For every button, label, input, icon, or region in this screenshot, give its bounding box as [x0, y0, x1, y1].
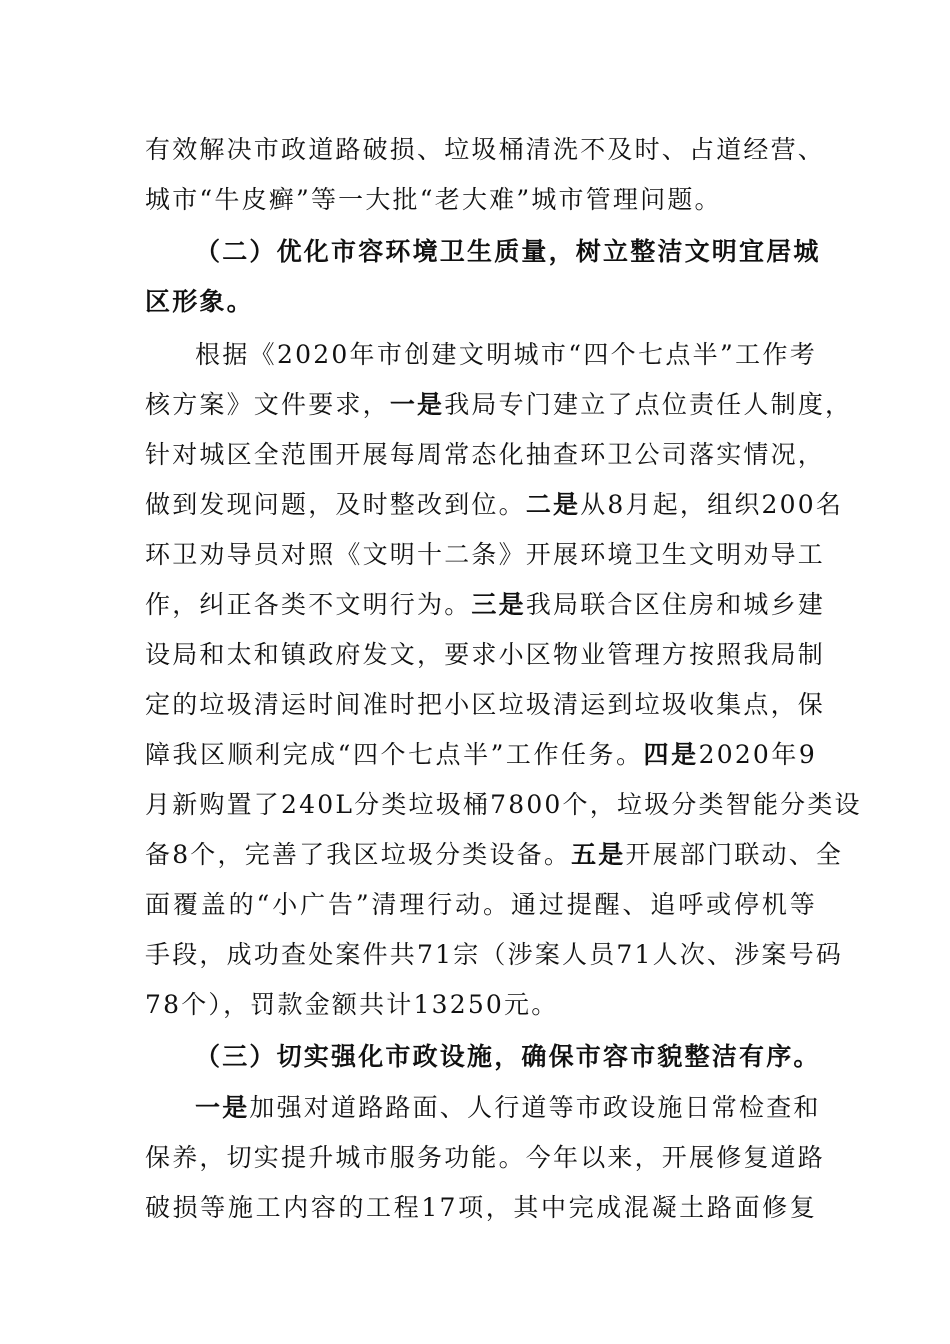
body-line	[145, 880, 817, 930]
section-heading-2-cont	[145, 277, 817, 327]
text: 备8个，完善了我区垃圾分类设备。	[145, 840, 572, 869]
body-line	[145, 480, 844, 530]
text: 破损等施工内容的工程17项，其中完成混凝土路面修复	[145, 1193, 817, 1222]
body-line	[145, 380, 853, 430]
text: 城市“牛皮癣”等一大批“老大难”城市管理问题。	[145, 185, 722, 214]
body-line	[145, 630, 826, 680]
text: 面覆盖的“小广告”清理行动。通过提醒、追呼或停机等	[145, 890, 817, 919]
body-line	[145, 530, 826, 580]
body-line	[145, 680, 826, 730]
body-line	[145, 930, 844, 980]
text: 设局和太和镇政府发文，要求小区物业管理方按照我局制	[145, 640, 826, 669]
text: 根据《2020年市创建文明城市“四个七点半”工作考	[195, 340, 817, 369]
body-line	[195, 1083, 821, 1133]
text: 障我区顺利完成“四个七点半”工作任务。	[145, 740, 644, 769]
body-line	[145, 730, 817, 780]
text: 定的垃圾清运时间准时把小区垃圾清运到垃圾收集点，保	[145, 690, 826, 719]
body-line	[145, 1133, 826, 1183]
text: 我局联合区住房和城乡建	[525, 590, 826, 619]
emphasis-yishi: 一是	[389, 390, 445, 419]
heading-text: （二）优化市容环境卫生质量，树立整洁文明宜居城	[195, 237, 821, 266]
body-line	[145, 580, 826, 630]
body-line	[195, 330, 817, 380]
body-line	[145, 830, 844, 880]
body-line	[145, 430, 826, 480]
text: 有效解决市政道路破损、垃圾桶清洗不及时、占道经营、	[145, 135, 826, 164]
text: 保养，切实提升城市服务功能。今年以来，开展修复道路	[145, 1143, 826, 1172]
body-line	[145, 980, 817, 1030]
body-line	[145, 1183, 817, 1233]
body-line	[145, 175, 817, 225]
emphasis-sanshi: 三是	[471, 590, 526, 619]
emphasis-wushi: 五是	[571, 840, 626, 869]
text: 核方案》文件要求，	[145, 390, 390, 419]
body-line	[145, 125, 826, 175]
text: 加强对道路路面、人行道等市政设施日常检查和	[249, 1093, 821, 1122]
text: 78个），罚款金额共计13250元。	[145, 990, 559, 1019]
body-line	[145, 780, 862, 830]
text: 针对城区全范围开展每周常态化抽查环卫公司落实情况，	[145, 440, 826, 469]
text: 开展部门联动、全	[625, 840, 844, 869]
emphasis-yishi: 一是	[195, 1093, 250, 1122]
emphasis-sishi: 四是	[643, 740, 699, 769]
text: 手段，成功查处案件共71宗（涉案人员71人次、涉案号码	[145, 940, 844, 969]
text: 月新购置了240L分类垃圾桶7800个，垃圾分类智能分类设	[145, 790, 862, 819]
text: 2020年9	[698, 740, 817, 769]
text: 做到发现问题，及时整改到位。	[145, 490, 526, 519]
section-heading-3	[195, 1032, 821, 1082]
text: 我局专门建立了点位责任人制度，	[444, 390, 853, 419]
text: 环卫劝导员对照《文明十二条》开展环境卫生文明劝导工	[145, 540, 826, 569]
heading-text: 区形象。	[145, 287, 254, 316]
text: 从8月起，组织200名	[580, 490, 844, 519]
emphasis-ershi: 二是	[525, 490, 581, 519]
heading-text: （三）切实强化市政设施，确保市容市貌整洁有序。	[195, 1042, 821, 1071]
text: 作，纠正各类不文明行为。	[145, 590, 472, 619]
section-heading-2	[195, 227, 821, 277]
